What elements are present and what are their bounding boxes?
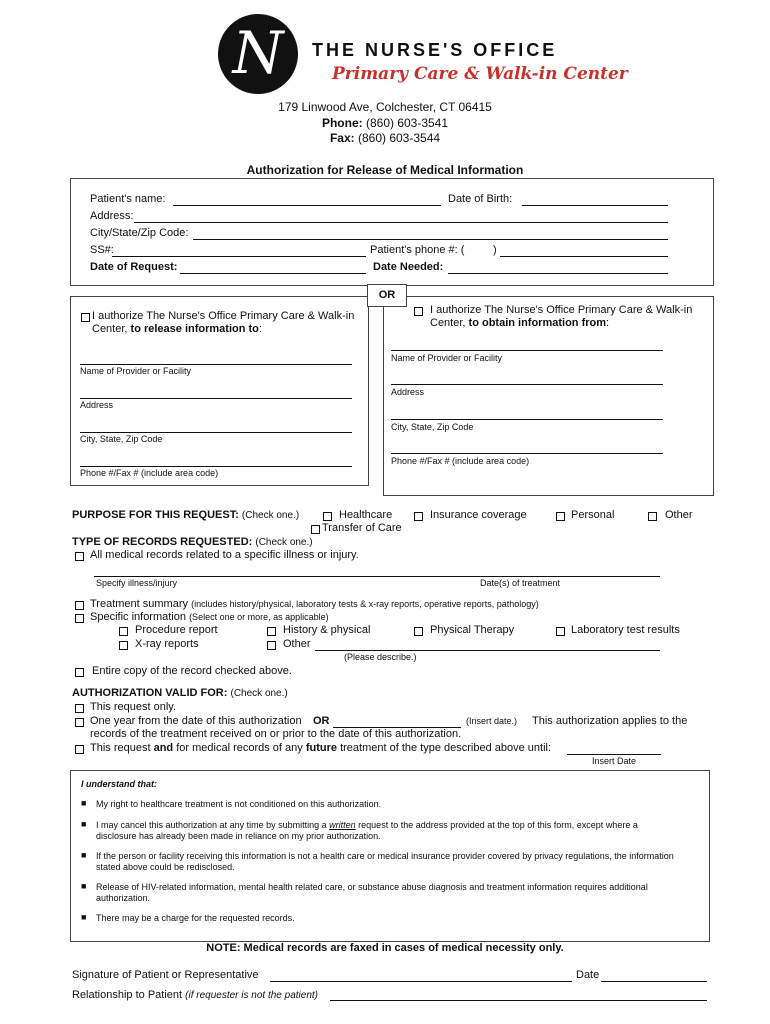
dob-field[interactable] xyxy=(522,205,668,206)
obtain-from-city-field[interactable] xyxy=(391,419,663,420)
relationship-field[interactable] xyxy=(330,1000,707,1001)
logo-letter: N xyxy=(232,19,284,87)
date-request-field[interactable] xyxy=(180,273,366,274)
understand-item-3: If the person or facility receiving this information is not a health care or medical insurance provider covered by privacy regulations, the information stated above could be redisclosed. xyxy=(96,851,674,872)
validity-one-year-a: One year from the date of this authorization xyxy=(90,715,302,727)
specific-info-label: Specific information xyxy=(90,611,186,623)
understand-item-1: My right to healthcare treatment is not conditioned on this authorization. xyxy=(96,799,382,809)
patient-phone-field[interactable] xyxy=(500,256,668,257)
release-to-phone-field[interactable] xyxy=(80,466,352,467)
validity-future-c: treatment of the type described above until: xyxy=(340,742,552,754)
date-needed-field[interactable] xyxy=(448,273,668,274)
all-records-checkbox[interactable] xyxy=(75,552,84,561)
obtain-from-address-field[interactable] xyxy=(391,384,663,385)
understand-item-4: Release of HIV-related information, mental health related care, or substance abuse diagnosis and treatment information requires additional authorization. xyxy=(96,882,648,903)
xray-reports-checkbox[interactable] xyxy=(119,641,128,650)
procedure-report-checkbox[interactable] xyxy=(119,627,128,636)
dob-label: Date of Birth: xyxy=(448,193,513,205)
release-to-phone-label: Phone #/Fax # (include area code) xyxy=(80,468,219,478)
release-to-text-main: I authorize The Nurse's Office Primary Care & Walk-in Center, xyxy=(92,310,355,335)
validity-future-word: future xyxy=(305,742,338,754)
relationship-label: Relationship to Patient xyxy=(72,989,183,1001)
validity-once-label: This request only. xyxy=(90,701,177,713)
specify-illness-label: Specify illness/injury xyxy=(96,578,178,588)
treatment-summary-label: Treatment summary xyxy=(90,598,189,610)
release-to-text xyxy=(92,310,367,336)
all-records-label: All medical records related to a specific illness or injury. xyxy=(90,549,359,561)
validity-one-year-b: This authorization applies to the xyxy=(532,715,688,727)
city-label: City/State/Zip Code: xyxy=(90,227,189,239)
obtain-from-provider-field[interactable] xyxy=(391,350,663,351)
treatment-summary-checkbox[interactable] xyxy=(75,601,84,610)
signature-date-label: Date xyxy=(576,969,600,981)
validity-once-checkbox[interactable] xyxy=(75,704,84,713)
understand-item-2-b: request to the address provided at the top of this form, except where a disclosure has already been made in reliance on my prior authorization. xyxy=(96,820,638,841)
bullet-icon: ■ xyxy=(81,912,87,922)
other-records-field[interactable] xyxy=(315,650,660,651)
entire-copy-checkbox[interactable] xyxy=(75,668,84,677)
purpose-insurance-label: Insurance coverage xyxy=(430,509,527,521)
validity-one-year-checkbox[interactable] xyxy=(75,718,84,727)
relationship xyxy=(72,989,318,1001)
treatment-summary xyxy=(90,598,539,610)
dates-treatment-label: Date(s) of treatment xyxy=(480,578,561,588)
clinic-fax xyxy=(0,131,770,145)
records-label: TYPE OF RECORDS REQUESTED: xyxy=(72,536,253,548)
bullet-icon: ■ xyxy=(81,819,87,829)
patient-name-field[interactable] xyxy=(173,205,441,206)
obtain-from-text xyxy=(430,304,700,330)
obtain-from-text-main: I authorize The Nurse's Office Primary Care & Walk-in Center, xyxy=(430,304,693,329)
validity-future-checkbox[interactable] xyxy=(75,745,84,754)
obtain-from-checkbox[interactable] xyxy=(414,307,423,316)
obtain-from-phone-field[interactable] xyxy=(391,453,663,454)
treatment-summary-note: (includes history/physical, laboratory tests & x-ray reports, operative reports, pathology) xyxy=(191,599,539,609)
purpose-check-one: (Check one.) xyxy=(241,510,300,521)
signature-field[interactable] xyxy=(270,981,572,982)
history-physical-checkbox[interactable] xyxy=(267,627,276,636)
patient-phone-close: ) xyxy=(493,244,497,256)
fax-label: Fax: xyxy=(329,131,355,145)
date-request-label: Date of Request: xyxy=(90,261,178,273)
purpose-personal-checkbox[interactable] xyxy=(556,512,565,521)
release-to-checkbox[interactable] xyxy=(81,313,90,322)
or-box xyxy=(367,284,407,307)
brand-subtitle: Primary Care & Walk-in Center xyxy=(332,64,628,84)
obtain-from-provider-label: Name of Provider or Facility xyxy=(391,353,503,363)
release-to-address-label: Address xyxy=(80,400,114,410)
purpose-insurance-checkbox[interactable] xyxy=(414,512,423,521)
other-records-checkbox[interactable] xyxy=(267,641,276,650)
purpose-healthcare-label: Healthcare xyxy=(339,509,393,521)
entire-copy-label: Entire copy of the record checked above. xyxy=(92,665,292,677)
fax-note: NOTE: Medical records are faxed in cases of medical necessity only. xyxy=(206,942,564,954)
understand-heading: I understand that: xyxy=(81,779,157,789)
signature-label: Signature of Patient or Representative xyxy=(72,969,259,981)
validity-or: OR xyxy=(313,715,330,727)
logo-badge xyxy=(218,14,298,94)
obtain-from-city-label: City, State, Zip Code xyxy=(391,422,474,432)
release-to-address-field[interactable] xyxy=(80,398,352,399)
clinic-phone xyxy=(0,116,770,130)
fax-value: (860) 603-3544 xyxy=(357,131,441,145)
physical-therapy-checkbox[interactable] xyxy=(414,627,423,636)
please-describe-label: (Please describe.) xyxy=(344,652,417,662)
validity-insert-date: (Insert date.) xyxy=(466,716,518,726)
obtain-from-text-end: : xyxy=(606,317,610,329)
clinic-address: 179 Linwood Ave, Colchester, CT 06415 xyxy=(278,100,492,114)
relationship-note: (if requester is not the patient) xyxy=(185,990,318,1001)
validity-future-and: and xyxy=(153,742,174,754)
obtain-from-text-bold: to obtain information from xyxy=(468,317,607,329)
validity-future-b: for medical records of any xyxy=(176,742,303,754)
validity-until-field[interactable] xyxy=(567,754,661,755)
purpose-heading xyxy=(72,509,299,521)
signature-date-field[interactable] xyxy=(601,981,707,982)
xray-reports-label: X-ray reports xyxy=(135,638,199,650)
patient-phone-label: Patient's phone #: ( xyxy=(370,244,465,256)
bullet-icon: ■ xyxy=(81,881,87,891)
history-physical-label: History & physical xyxy=(283,624,371,636)
purpose-other-label: Other xyxy=(665,509,693,521)
phone-value: (860) 603-3541 xyxy=(365,116,449,130)
validity-heading xyxy=(72,687,288,699)
purpose-other-checkbox[interactable] xyxy=(648,512,657,521)
understand-item-5: There may be a charge for the requested records. xyxy=(96,913,295,923)
purpose-transfer-label: Transfer of Care xyxy=(322,522,402,534)
obtain-from-address-label: Address xyxy=(391,387,425,397)
procedure-report-label: Procedure report xyxy=(135,624,218,636)
records-check-one: (Check one.) xyxy=(255,537,313,548)
specific-info-checkbox[interactable] xyxy=(75,614,84,623)
ss-field[interactable] xyxy=(112,256,366,257)
release-to-provider-label: Name of Provider or Facility xyxy=(80,366,192,376)
understand-item-2-a: I may cancel this authorization at any time by submitting a xyxy=(96,820,327,830)
form-title: Authorization for Release of Medical Information xyxy=(246,163,524,177)
address-field[interactable] xyxy=(134,222,668,223)
purpose-personal-label: Personal xyxy=(571,509,615,521)
release-to-city-field[interactable] xyxy=(80,432,352,433)
understand-item-2 xyxy=(96,820,676,842)
validity-one-year-c: records of the treatment received on or prior to the date of this authorization. xyxy=(90,728,462,740)
city-field[interactable] xyxy=(193,239,668,240)
validity-label: AUTHORIZATION VALID FOR: xyxy=(72,687,228,699)
specific-info-note: (Select one or more, as applicable) xyxy=(189,612,329,622)
purpose-transfer-checkbox[interactable] xyxy=(311,525,320,534)
release-to-text-end: : xyxy=(258,323,262,335)
release-to-text-bold: to release information to xyxy=(130,323,259,335)
bullet-icon: ■ xyxy=(81,850,87,860)
records-heading xyxy=(72,536,313,548)
illness-field[interactable] xyxy=(94,576,660,577)
release-to-city-label: City, State, Zip Code xyxy=(80,434,163,444)
other-records-label: Other xyxy=(283,638,311,650)
validity-future-text xyxy=(90,742,551,754)
validity-check-one: (Check one.) xyxy=(230,688,288,699)
purpose-healthcare-checkbox[interactable] xyxy=(323,512,332,521)
or-label: OR xyxy=(378,289,396,301)
patient-name-label: Patient's name: xyxy=(90,193,166,205)
phone-label: Phone: xyxy=(321,116,363,130)
release-to-provider-field[interactable] xyxy=(80,364,352,365)
bullet-icon: ■ xyxy=(81,798,87,808)
validity-insert-date-label: Insert Date xyxy=(592,756,637,766)
validity-future-a: This request xyxy=(90,742,151,754)
lab-results-label: Laboratory test results xyxy=(571,624,680,636)
physical-therapy-label: Physical Therapy xyxy=(430,624,515,636)
understand-item-2-written: written xyxy=(329,820,356,830)
brand-name: THE NURSE'S OFFICE xyxy=(312,40,558,60)
address-label: Address: xyxy=(90,210,134,222)
purpose-label: PURPOSE FOR THIS REQUEST: xyxy=(72,509,239,521)
specific-info xyxy=(90,611,329,623)
ss-label: SS#: xyxy=(90,244,114,256)
obtain-from-phone-label: Phone #/Fax # (include area code) xyxy=(391,456,530,466)
date-needed-label: Date Needed: xyxy=(373,261,444,273)
lab-results-checkbox[interactable] xyxy=(556,627,565,636)
